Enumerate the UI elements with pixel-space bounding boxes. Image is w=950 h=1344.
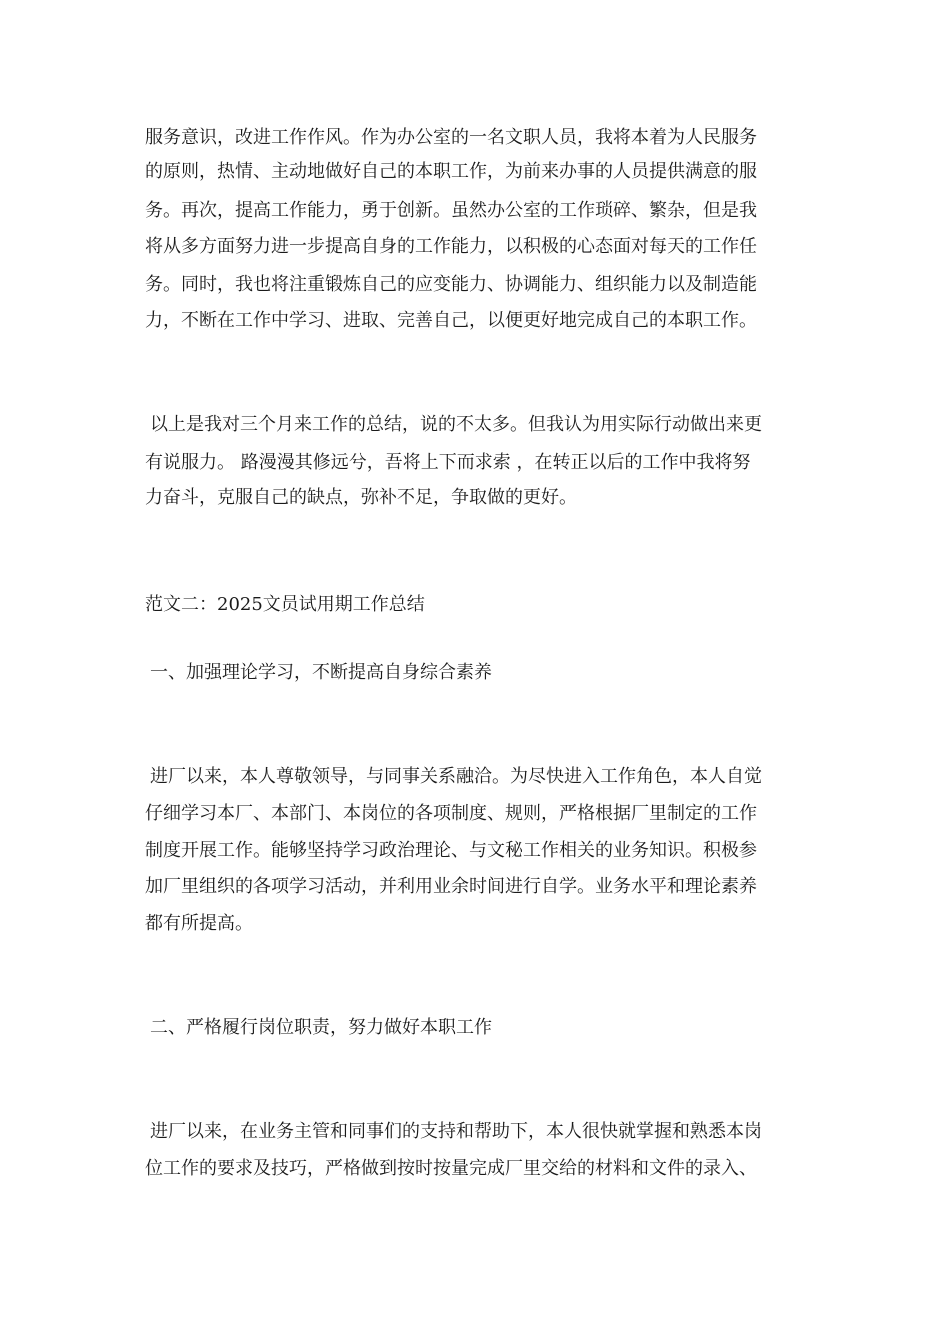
heading-2: 二、严格履行岗位职责，努力做好本职工作 xyxy=(150,1017,492,1038)
text-line: 服务意识，改进工作作风。作为办公室的一名文职人员，我将本着为人民服务 xyxy=(145,127,757,148)
text-line: 以上是我对三个月来工作的总结，说的不太多。但我认为用实际行动做出来更 xyxy=(150,414,762,435)
text-line: 都有所提高。 xyxy=(145,913,253,934)
text-line: 将从多方面努力进一步提高自身的工作能力，以积极的心态面对每天的工作任 xyxy=(145,236,757,257)
text-line: 务。再次，提高工作能力，勇于创新。虽然办公室的工作琐碎、繁杂，但是我 xyxy=(145,200,757,221)
text-line: 进厂以来，在业务主管和同事们的支持和帮助下，本人很快就掌握和熟悉本岗 xyxy=(150,1121,762,1142)
text-line: 有说服力。 路漫漫其修远兮，吾将上下而求索 ，在转正以后的工作中我将努 xyxy=(145,452,751,473)
text-line: 的原则，热情、主动地做好自己的本职工作，为前来办事的人员提供满意的服 xyxy=(145,161,757,182)
text-line: 务。同时，我也将注重锻炼自己的应变能力、协调能力、组织能力以及制造能 xyxy=(145,274,757,295)
text-line: 仔细学习本厂、本部门、本岗位的各项制度、规则，严格根据厂里制定的工作 xyxy=(145,803,757,824)
heading-1: 一、加强理论学习，不断提高自身综合素养 xyxy=(150,662,492,683)
text-line: 力奋斗，克服自己的缺点，弥补不足，争取做的更好。 xyxy=(145,487,577,508)
text-line: 力，不断在工作中学习、进取、完善自己，以便更好地完成自己的本职工作。 xyxy=(145,310,757,331)
text-line: 制度开展工作。能够坚持学习政治理论、与文秘工作相关的业务知识。积极参 xyxy=(145,840,757,861)
section-title: 范文二：2025文员试用期工作总结 xyxy=(145,594,425,615)
text-line: 加厂里组织的各项学习活动，并利用业余时间进行自学。业务水平和理论素养 xyxy=(145,876,757,897)
text-line: 进厂以来，本人尊敬领导，与同事关系融洽。为尽快进入工作角色，本人自觉 xyxy=(150,766,762,787)
text-line: 位工作的要求及技巧，严格做到按时按量完成厂里交给的材料和文件的录入、 xyxy=(145,1158,757,1179)
